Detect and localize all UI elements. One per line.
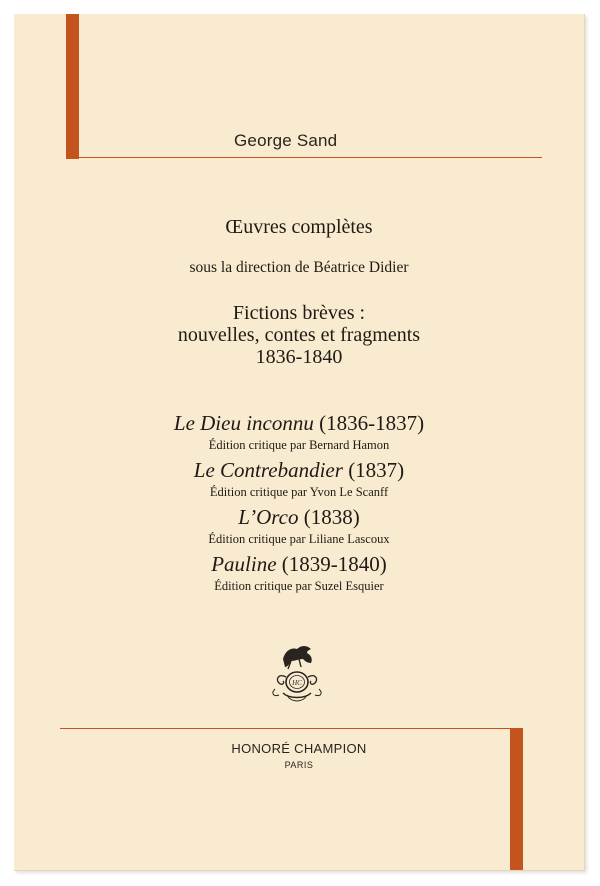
- work-title: [14, 552, 584, 576]
- publisher-city: PARIS: [284, 760, 314, 770]
- work-title: [14, 458, 584, 482]
- volume-years: 1836-1840: [255, 346, 343, 368]
- volume-title-line1: Fictions brèves :: [232, 302, 366, 324]
- book-cover: [14, 14, 585, 871]
- work-years: (1839-1840): [281, 552, 387, 576]
- work-editor: Édition critique par Bernard Hamon: [208, 438, 390, 452]
- author-name: George Sand: [234, 131, 338, 150]
- work-title-name: Pauline: [211, 552, 277, 576]
- work-title: [14, 505, 584, 529]
- work-years: (1837): [348, 458, 405, 482]
- work-title-name: L’Orco: [238, 505, 299, 529]
- work-title-name: Le Contrebandier: [193, 458, 343, 482]
- volume-title-line2: nouvelles, contes et fragments: [177, 324, 421, 346]
- accent-bar-top-left: [66, 14, 79, 159]
- publisher-horse-emblem-icon: [261, 637, 333, 707]
- work-editor: Édition critique par Liliane Lascoux: [208, 532, 390, 546]
- work-editor: Édition critique par Suzel Esquier: [214, 579, 384, 593]
- series-direction: sous la direction de Béatrice Didier: [189, 259, 409, 276]
- svg-text:HC: HC: [292, 679, 302, 687]
- top-rule: [79, 157, 542, 158]
- work-years: (1838): [303, 505, 360, 529]
- work-title: [14, 411, 584, 435]
- work-years: (1836-1837): [319, 411, 425, 435]
- publisher-name: HONORÉ CHAMPION: [231, 741, 367, 756]
- bottom-rule: [60, 728, 510, 729]
- work-title-name: Le Dieu inconnu: [173, 411, 314, 435]
- work-editor: Édition critique par Yvon Le Scanff: [209, 485, 389, 499]
- series-title: Œuvres complètes: [225, 216, 373, 238]
